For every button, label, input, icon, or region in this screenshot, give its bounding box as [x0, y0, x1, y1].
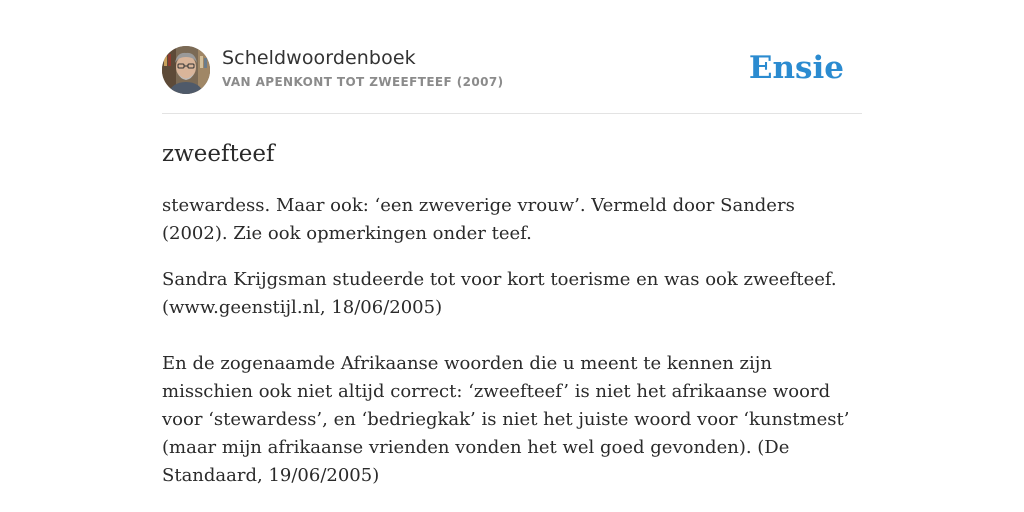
entry-quote: En de zogenaamde Afrikaanse woorden die u meent te kennen zijn misschien ook niet altijd correct: ‘zweefteef’ is niet het afrikaanse woord voor ‘stewardess’, en ‘bedriegkak’ is niet het juiste woord voor ‘kunstmest’ (maar mijn afrikaanse vrienden vonden het wel goed gevonden). (De Standaard, 19/06/2005): [162, 353, 850, 486]
author-avatar[interactable]: [162, 46, 210, 94]
book-title[interactable]: Scheldwoordenboek: [222, 47, 416, 69]
ensie-logo-link[interactable]: Ensie: [748, 50, 844, 86]
entry-header: [162, 46, 862, 114]
entry-quote: Sandra Krijgsman studeerde tot voor kort toerisme en was ook zweefteef. (www.geenstijl.nl, 18/06/2005): [162, 269, 837, 318]
entry-definition: stewardess. Maar ook: ‘een zweverige vrouw’. Vermeld door Sanders (2002). Zie ook opmerkingen onder teef.: [162, 195, 795, 244]
entry-headword: zweefteef: [162, 141, 275, 167]
entry-card: [162, 46, 862, 490]
book-subtitle: VAN APENKONT TOT ZWEEFTEEF (2007): [222, 75, 504, 89]
author-portrait-icon: [162, 46, 210, 94]
